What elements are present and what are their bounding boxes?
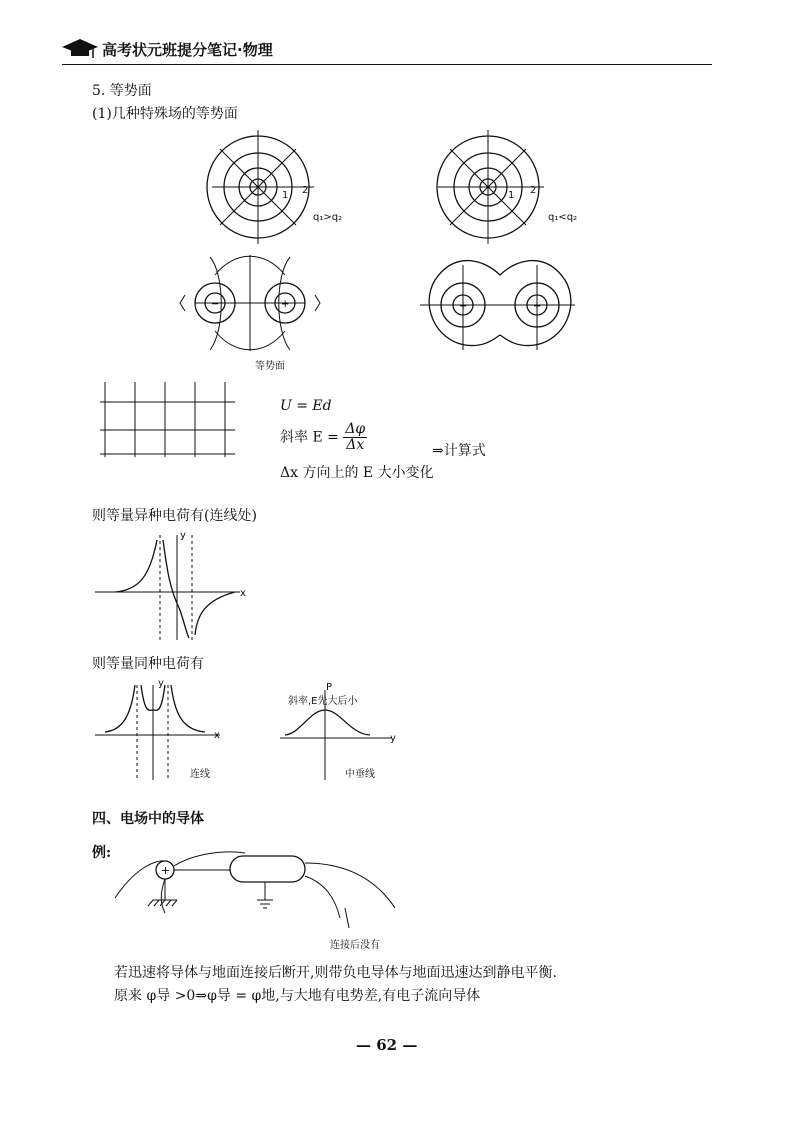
svg-text:−: − — [211, 299, 220, 310]
section-subtitle: (1)几种特殊场的等势面 — [92, 106, 238, 122]
field-variation-note: Δx 方向上的 E 大小变化 — [280, 465, 434, 481]
slope-numerator: Δφ — [345, 421, 366, 437]
radius-label-2b: 2 — [530, 185, 537, 196]
like-charges-equipotential-figure — [415, 250, 575, 360]
radius-label-1b: 1 — [508, 190, 515, 201]
example-label: 例: — [92, 845, 112, 861]
explanation-paragraph-1: 若迅速将导体与地面连接后断开,则带负电导体与地面迅速达到静电平衡. — [114, 965, 557, 981]
charge-relation-label-right: q₁<q₂ — [548, 212, 578, 223]
y-axis-label-opposite: y — [180, 530, 186, 541]
svg-text:+: + — [533, 301, 542, 312]
point-charge-equipotential-figure-left — [190, 130, 330, 240]
page-header — [62, 34, 712, 65]
radius-label-1: 1 — [282, 190, 289, 201]
slope-prefix: 斜率 E = — [280, 429, 339, 446]
calc-note: ⇒计算式 — [432, 443, 486, 459]
conductor-grounding-figure — [115, 848, 405, 933]
radius-label-2: 2 — [302, 185, 309, 196]
charge-relation-label-left: q₁>q₂ — [313, 212, 343, 223]
formula-u-ed: U = Ed — [280, 398, 332, 414]
slope-formula — [280, 422, 367, 453]
slope-note: 斜率,E先大后小 — [288, 696, 358, 707]
p-axis-label: P — [326, 682, 333, 693]
after-connection-label: 连接后没有 — [330, 940, 380, 951]
section-title: 5. 等势面 — [92, 83, 152, 99]
x-axis-label-line: x — [214, 730, 220, 741]
perpendicular-label: 中垂线 — [345, 769, 375, 780]
y-axis-label-line: y — [158, 678, 164, 689]
slope-fraction — [343, 422, 367, 453]
section-4-title: 四、电场中的导体 — [92, 811, 204, 827]
point-charge-equipotential-figure-right — [420, 130, 560, 240]
uniform-field-grid — [100, 382, 240, 457]
svg-text:+: + — [281, 299, 290, 310]
page-number: — 62 — — [356, 1036, 418, 1054]
opposite-charges-equipotential-figure — [180, 255, 330, 355]
opposite-charges-potential-graph — [95, 530, 245, 640]
header-title: 高考状元班提分笔记·物理 — [102, 41, 273, 59]
connection-line-label: 连线 — [190, 769, 210, 780]
svg-text:+: + — [459, 301, 468, 312]
x-axis-label-opposite: x — [240, 588, 246, 599]
graduation-cap-icon — [62, 38, 98, 60]
like-charges-title: 则等量同种电荷有 — [92, 656, 204, 672]
slope-denominator: Δx — [346, 437, 365, 453]
y-axis-label-perp: y — [390, 733, 396, 744]
equipotential-label: 等势面 — [255, 361, 285, 372]
explanation-paragraph-2: 原来 φ导 >0⇒φ导 = φ地,与大地有电势差,有电子流向导体 — [114, 988, 481, 1004]
svg-text:+: + — [161, 864, 171, 877]
opposite-charges-title: 则等量异种电荷有(连线处) — [92, 508, 257, 524]
